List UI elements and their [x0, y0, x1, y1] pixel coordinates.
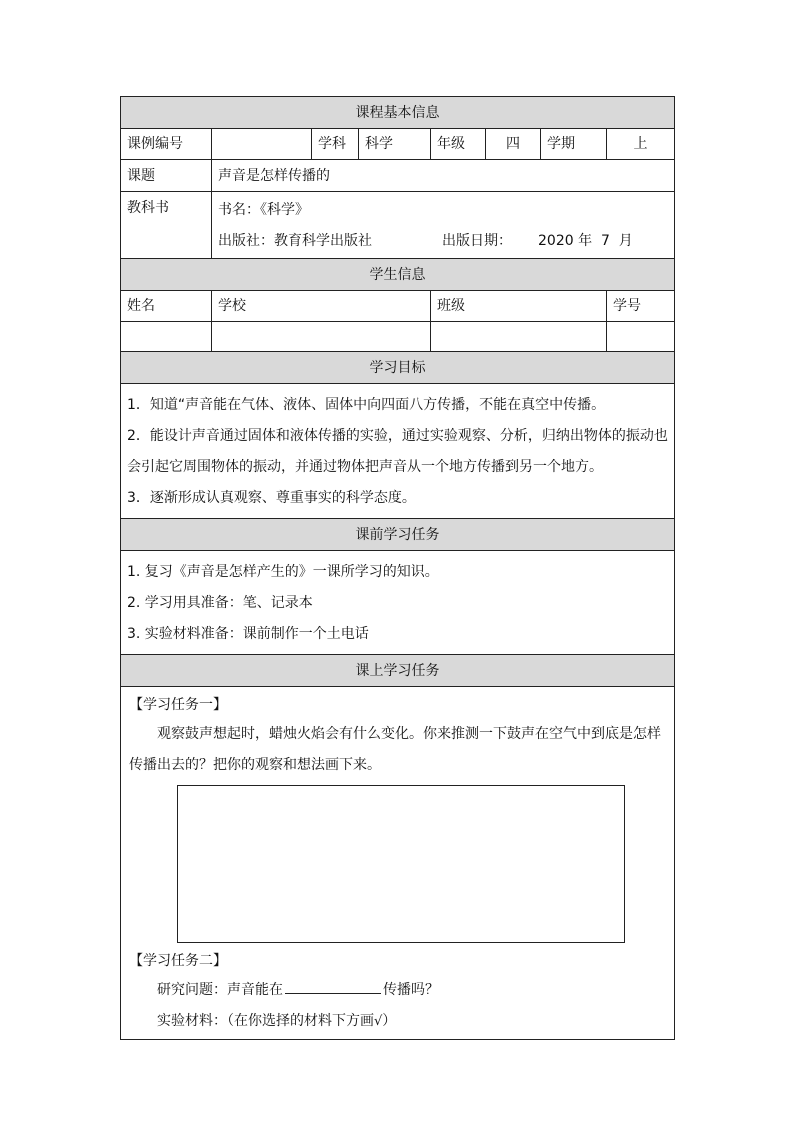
class-tasks-header-row: [121, 655, 675, 687]
school-label: 学校: [212, 291, 431, 322]
class-tasks-header: 课上学习任务: [121, 655, 675, 687]
research-question: [129, 975, 666, 1006]
grade-value: 四: [486, 129, 541, 160]
objective-item: 1．知道“声音能在气体、液体、固体中向四面八方传播，不能在真空中传播。: [127, 397, 606, 413]
pre-tasks-row: [121, 551, 675, 655]
term-value: 上: [607, 129, 675, 160]
student-info-header-row: [121, 259, 675, 291]
pre-tasks-header: 课前学习任务: [121, 519, 675, 551]
id-label: 学号: [607, 291, 675, 322]
pre-task-item: 1. 复习《声音是怎样产生的》一课所学习的知识。: [127, 564, 439, 580]
class-tasks-row: [121, 687, 675, 1040]
question-blank[interactable]: [285, 977, 381, 994]
grade-label: 年级: [431, 129, 486, 160]
student-info-label-row: [121, 291, 675, 322]
class-value[interactable]: [431, 322, 607, 352]
task1-title: 【学习任务一】: [129, 697, 227, 713]
materials-text: 实验材料：（在你选择的材料下方画: [157, 1013, 374, 1029]
publisher: 出版社：教育科学出版社: [218, 232, 372, 249]
materials-line: [129, 1006, 666, 1037]
book-name: 书名：《科学》: [218, 201, 309, 218]
basic-info-row: [121, 129, 675, 160]
objectives-header-row: [121, 352, 675, 384]
task1-body: 观察鼓声想起时，蜡烛火焰会有什么变化。你来推测一下鼓声在空气中到底是怎样传播出去的？把你的观察和想法画下来。: [129, 726, 661, 773]
basic-info-header: 课程基本信息: [121, 97, 675, 129]
school-value[interactable]: [212, 322, 431, 352]
pub-date-label: 出版日期：: [442, 232, 512, 249]
objectives-row: [121, 384, 675, 519]
objective-item: 3．逐渐形成认真观察、尊重事实的科学态度。: [127, 490, 416, 506]
id-value[interactable]: [607, 322, 675, 352]
question-suffix: 传播吗？: [383, 982, 439, 998]
name-value[interactable]: [121, 322, 212, 352]
name-label: 姓名: [121, 291, 212, 322]
topic-value: 声音是怎样传播的: [212, 160, 675, 192]
tick-mark: √: [374, 1014, 383, 1029]
topic-label: 课题: [121, 160, 212, 192]
drawing-box[interactable]: [177, 785, 625, 943]
objectives-header: 学习目标: [121, 352, 675, 384]
question-prefix: 研究问题：声音能在: [157, 982, 283, 998]
subject-value: 科学: [359, 129, 431, 160]
objective-item: 2．能设计声音通过固体和液体传播的实验，通过实验观察、分析，归纳出物体的振动也会引起它周围物体的振动，并通过物体把声音从一个地方传播到另一个地方。: [127, 428, 668, 475]
textbook-row: [121, 192, 675, 259]
pre-tasks-header-row: [121, 519, 675, 551]
publisher-line: [218, 225, 668, 256]
materials-end: ）: [382, 1013, 397, 1029]
textbook-label: 教科书: [121, 192, 212, 259]
basic-info-header-row: [121, 97, 675, 129]
lesson-sheet-table: [120, 96, 675, 1040]
pre-task-item: 3. 实验材料准备：课前制作一个土电话: [127, 626, 369, 642]
student-info-value-row: [121, 322, 675, 352]
task2-title: 【学习任务二】: [129, 953, 227, 969]
student-info-header: 学生信息: [121, 259, 675, 291]
case-no-value: [212, 129, 312, 160]
pub-date-value: 2020 年 7 月: [538, 232, 633, 249]
class-label: 班级: [431, 291, 607, 322]
pre-task-item: 2. 学习用具准备：笔、记录本: [127, 595, 313, 611]
class-tasks-body: [121, 687, 675, 1040]
objectives-list: [121, 384, 675, 519]
pre-tasks-list: [121, 551, 675, 655]
term-label: 学期: [541, 129, 607, 160]
subject-label: 学科: [312, 129, 359, 160]
case-no-label: 课例编号: [121, 129, 212, 160]
textbook-info: [212, 192, 675, 259]
topic-row: [121, 160, 675, 192]
